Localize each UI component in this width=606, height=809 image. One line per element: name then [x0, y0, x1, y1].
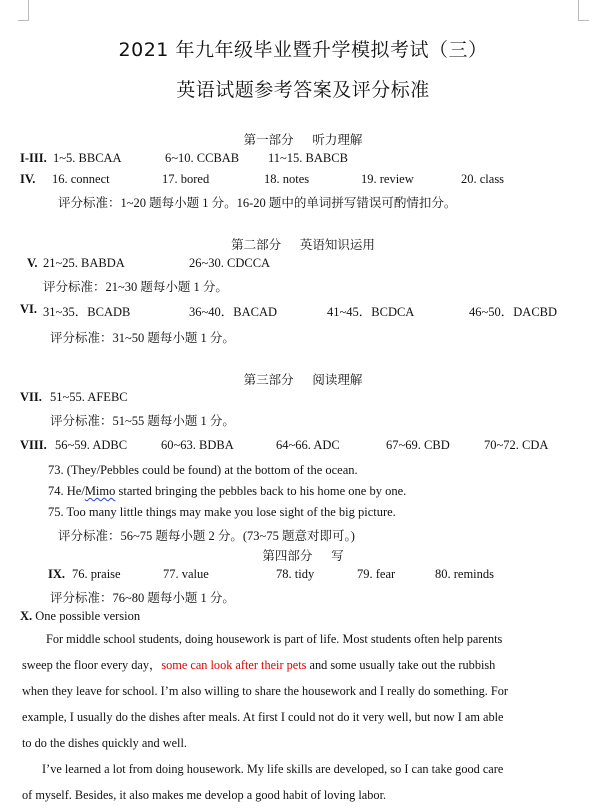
scoring-standard-51-55: 评分标准：51~55 题每小题 1 分。 — [50, 414, 235, 428]
answer-item: 46~50．DACBD — [469, 305, 558, 319]
answer-75: 75. Too many little things may make you lose sight of the big picture. — [48, 505, 396, 519]
answer-item: 31~35．BCADB — [43, 305, 131, 319]
answer-item: 70~72. CDA — [484, 438, 549, 452]
part3-heading: 第三部分 阅读理解 — [243, 373, 363, 387]
answer-item: 56~59. ADBC — [55, 438, 128, 452]
section-label: X. — [20, 609, 33, 623]
answer-item: 1~5. BBCAA — [53, 151, 122, 165]
section-x-title — [20, 609, 140, 624]
answer-item: 78. tidy — [276, 567, 315, 581]
answer-item: 19. review — [361, 172, 414, 186]
scoring-standard-76-80: 评分标准：76~80 题每小题 1 分。 — [50, 591, 235, 605]
answer-74-prefix: 74. He/ — [48, 484, 85, 498]
section-label: VIII. — [20, 438, 47, 452]
answer-74 — [48, 484, 406, 499]
section-label: VII. — [20, 390, 42, 404]
essay-line: to do the dishes quickly and well. — [22, 736, 187, 750]
essay-text: sweep the floor every day， — [22, 658, 162, 672]
scoring-standard-31-50: 评分标准：31~50 题每小题 1 分。 — [50, 331, 235, 345]
answer-item: 51~55. AFEBC — [50, 390, 128, 404]
page-corner-mark-right — [578, 0, 589, 21]
answer-item: 26~30. CDCCA — [189, 256, 271, 270]
scoring-standard-1-20: 评分标准：1~20 题每小题 1 分。16-20 题中的单词拼写错误可酌情扣分。 — [58, 196, 457, 210]
essay-line: I’ve learned a lot from doing housework. My life skills are developed, so I can take good care — [42, 762, 504, 776]
answer-item: 60~63. BDBA — [161, 438, 234, 452]
section-label: V. — [27, 256, 38, 270]
essay-line: when they leave for school. I’m also willing to share the housework and I really do something. For — [22, 684, 508, 698]
essay-line-with-highlight — [22, 652, 580, 678]
scoring-standard-21-30: 评分标准：21~30 题每小题 1 分。 — [43, 280, 228, 294]
page-corner-mark-left — [18, 0, 29, 21]
answer-item: 64~66. ADC — [276, 438, 340, 452]
essay-line: example, I usually do the dishes after meals. At first I could not do it very well, but now I am able — [22, 710, 504, 724]
part4-heading: 第四部分 写 — [262, 549, 344, 563]
answer-item: 36~40．BACAD — [189, 305, 278, 319]
answer-key-title: 英语试题参考答案及评分标准 — [176, 79, 430, 101]
section-label: I-III. — [20, 151, 47, 165]
answer-item: 76. praise — [72, 567, 121, 581]
essay-text: and some usually take out the rubbish — [306, 658, 496, 672]
essay-highlighted-text: some can look after their pets — [161, 658, 307, 672]
answer-item: 20. class — [461, 172, 505, 186]
answer-item: 21~25. BABDA — [43, 256, 125, 270]
section-label: VI. — [20, 302, 38, 316]
answer-item: 80. reminds — [435, 567, 495, 581]
scoring-standard-56-75: 评分标准：56~75 题每小题 2 分。(73~75 题意对即可。) — [58, 529, 355, 543]
answer-item: 18. notes — [264, 172, 310, 186]
section-label: IX. — [48, 567, 66, 581]
essay-line: of myself. Besides, it also makes me develop a good habit of loving labor. — [22, 788, 387, 802]
exam-title: 2021 年九年级毕业暨升学模拟考试（三） — [118, 39, 488, 61]
answer-item: 6~10. CCBAB — [165, 151, 240, 165]
answer-73: 73. (They/Pebbles could be found) at the bottom of the ocean. — [48, 463, 358, 477]
section-label: IV. — [20, 172, 36, 186]
answer-item: 77. value — [163, 567, 209, 581]
answer-item: 16. connect — [52, 172, 110, 186]
essay-line: For middle school students, doing housework is part of life. Most students often help parents — [46, 632, 503, 646]
answer-item: 17. bored — [162, 172, 210, 186]
answer-item: 11~15. BABCB — [268, 151, 348, 165]
part2-heading: 第二部分 英语知识运用 — [231, 238, 375, 252]
answer-item: 67~69. CBD — [386, 438, 450, 452]
answer-item: 79. fear — [357, 567, 396, 581]
answer-74-rest: started bringing the pebbles back to his home one by one. — [115, 484, 407, 498]
essay-version-label: One possible version — [35, 609, 141, 623]
answer-item: 41~45．BCDCA — [327, 305, 415, 319]
answer-74-underlined-name: Mimo — [84, 484, 116, 498]
part1-heading: 第一部分 听力理解 — [243, 133, 363, 147]
